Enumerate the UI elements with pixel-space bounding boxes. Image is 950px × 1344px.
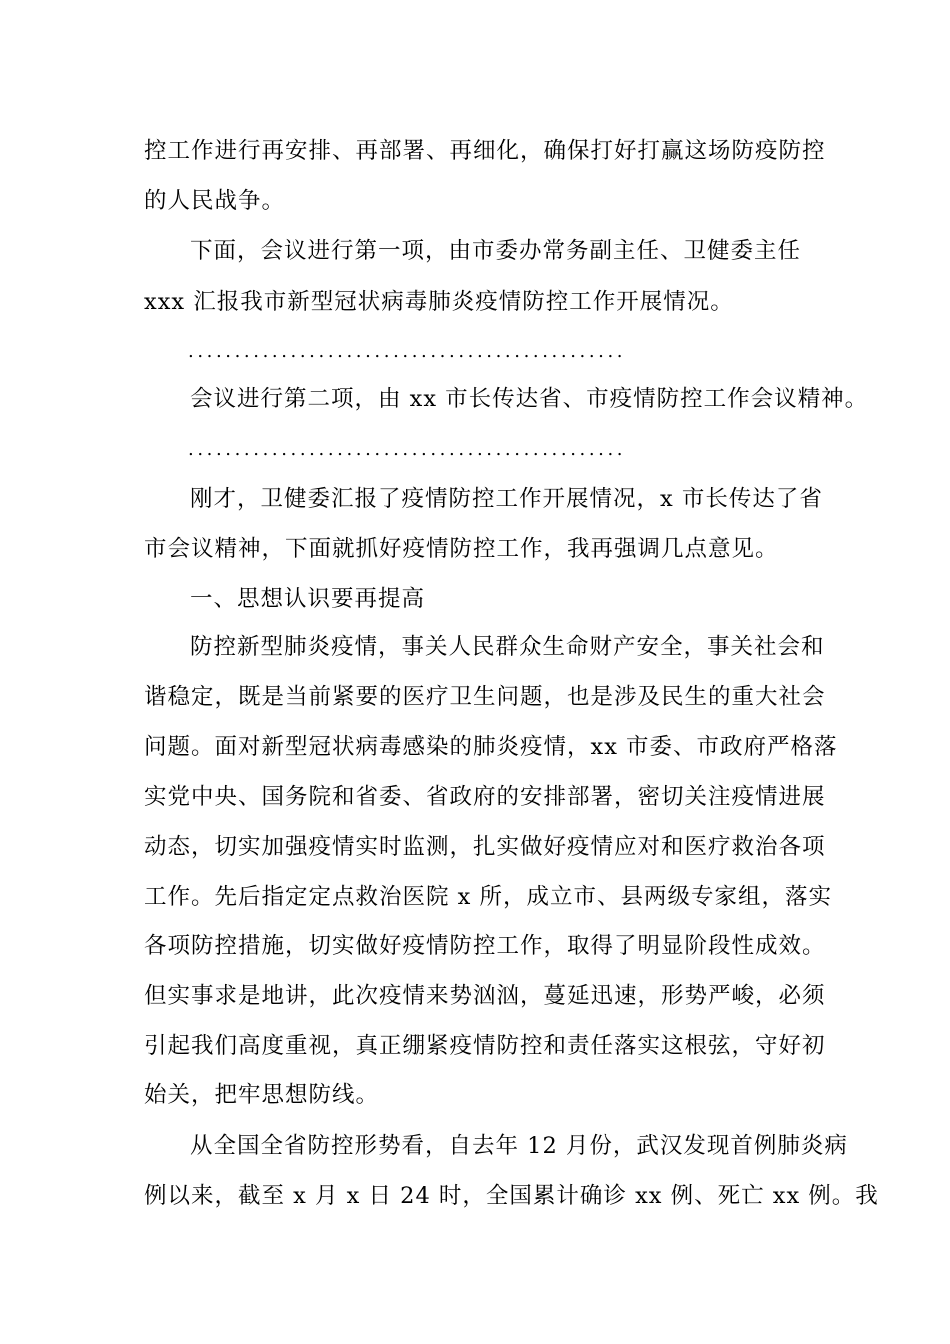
text-line: 实党中央、国务院和省委、省政府的安排部署，密切关注疫情进展 — [144, 784, 826, 810]
text-line: 但实事求是地讲，此次疫情来势汹汹，蔓延迅速，形势严峻，必须 — [144, 983, 826, 1009]
text-line: 防控新型肺炎疫情，事关人民群众生命财产安全，事关社会和 — [190, 634, 825, 660]
text-line: 刚才，卫健委汇报了疫情防控工作开展情况，x 市长传达了省 — [190, 486, 823, 512]
text-line: xxx 汇报我市新型冠状病毒肺炎疫情防控工作开展情况。 — [144, 289, 734, 315]
text-line: 工作。先后指定定点救治医院 x 所，成立市、县两级专家组，落实 — [144, 884, 832, 910]
section-heading: 一、思想认识要再提高 — [190, 586, 426, 612]
ellipsis-line: ............................................... — [188, 342, 627, 362]
text-line: 谐稳定，既是当前紧要的医疗卫生问题，也是涉及民生的重大社会 — [144, 684, 826, 710]
text-line: 下面，会议进行第一项，由市委办常务副主任、卫健委主任 — [190, 238, 802, 264]
text-line: 例以来，截至 x 月 x 日 24 时，全国累计确诊 xx 例、死亡 xx 例。我 — [144, 1183, 879, 1209]
text-line: 始关，把牢思想防线。 — [144, 1082, 380, 1108]
text-line: 问题。面对新型冠状病毒感染的肺炎疫情，xx 市委、市政府严格落 — [144, 734, 838, 760]
text-line: 各项防控措施，切实做好疫情防控工作，取得了明显阶段性成效。 — [144, 933, 826, 959]
text-line: 动态，切实加强疫情实时监测，扎实做好疫情应对和医疗救治各项 — [144, 834, 826, 860]
text-line: 控工作进行再安排、再部署、再细化，确保打好打赢这场防疫防控 — [144, 138, 826, 164]
text-line: 市会议精神，下面就抓好疫情防控工作，我再强调几点意见。 — [144, 536, 779, 562]
text-line: 会议进行第二项，由 xx 市长传达省、市疫情防控工作会议精神。 — [190, 386, 869, 412]
text-line: 引起我们高度重视，真正绷紧疫情防控和责任落实这根弦，守好初 — [144, 1033, 826, 1059]
ellipsis-line: ............................................... — [188, 440, 627, 460]
text-line: 从全国全省防控形势看，自去年 12 月份，武汉发现首例肺炎病 — [190, 1133, 848, 1159]
text-line: 的人民战争。 — [144, 188, 286, 214]
